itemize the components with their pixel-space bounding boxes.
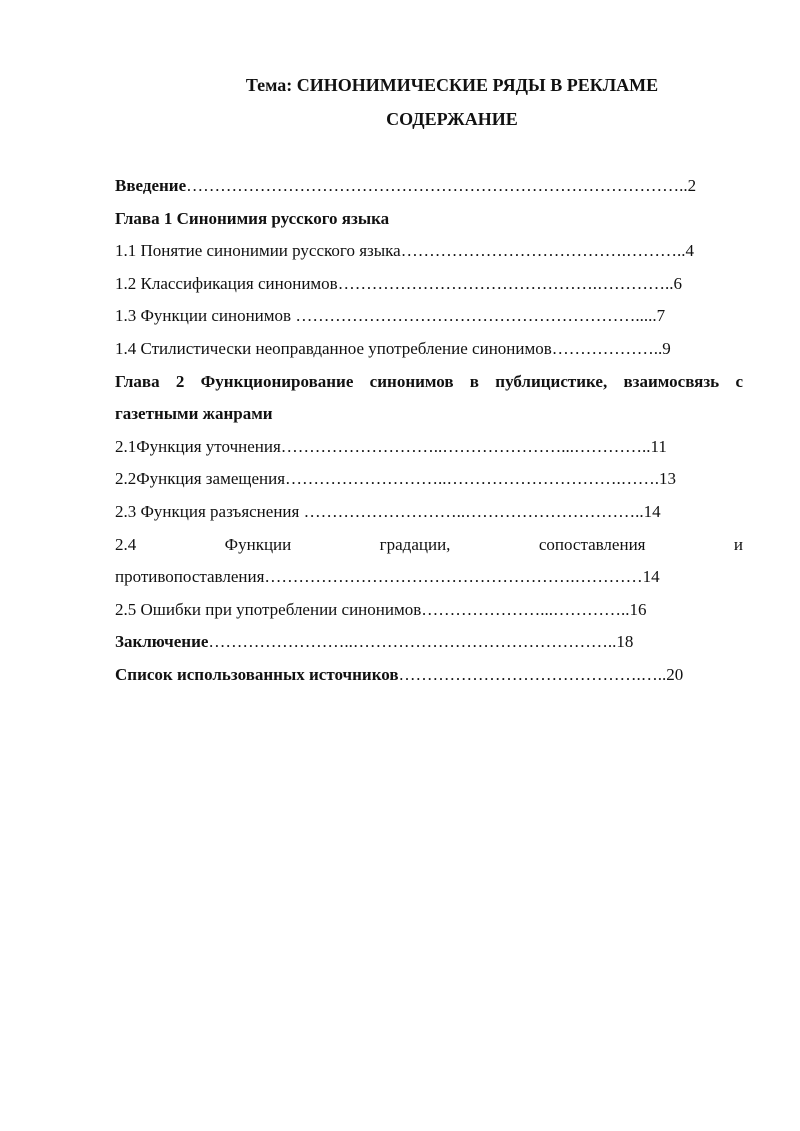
toc-label: 1.1 Понятие синонимии русского языка	[115, 241, 401, 261]
toc-chapter-2-line-2: газетными жанрами	[115, 404, 273, 424]
toc-entry-conclusion	[115, 626, 743, 659]
toc-entry-2-1	[115, 431, 743, 464]
toc-label: 2.1Функция уточнения	[115, 436, 281, 456]
toc-entry-1-3	[115, 300, 743, 333]
toc-chapter-2-line-1: Глава 2 Функционирование синонимов в публицистике, взаимосвязь с	[115, 371, 743, 391]
toc-leader: …………………...…………..16	[421, 599, 647, 619]
toc-leader: ………………………………….………..4	[400, 241, 694, 261]
toc-entry-2-2	[115, 463, 743, 496]
toc-entry-1-4	[115, 333, 743, 366]
toc-leader: ……………………………………………….…………14	[264, 567, 660, 587]
toc-leader: ………………..9	[551, 338, 671, 358]
toc-entry-introduction	[115, 170, 743, 203]
toc-label: 2.2Функция замещения	[115, 469, 286, 489]
contents-heading: СОДЕРЖАНИЕ	[386, 109, 518, 129]
toc-entry-1-2	[115, 268, 743, 301]
toc-label: 1.3 Функции синонимов	[115, 306, 296, 326]
toc-leader: ……………………..………………………………………..18	[208, 632, 634, 652]
toc-leader: ………………………..…………………...…………..11	[280, 436, 667, 456]
toc-leader: …………………………………….…..20	[398, 664, 684, 684]
toc-label: Список использованных источников	[115, 664, 399, 684]
toc-label: Заключение	[115, 632, 209, 652]
toc-label: 1.2 Классификация синонимов	[115, 273, 338, 293]
toc-label: Введение	[115, 176, 187, 195]
topic-title: Тема: СИНОНИМИЧЕСКИЕ РЯДЫ В РЕКЛАМЕ	[245, 75, 659, 95]
toc-leader: ………………………..………………………….…….13	[285, 469, 677, 489]
toc-label: 2.3 Функция разъяснения	[115, 501, 304, 521]
toc-leader: ………………………..…………………………..14	[303, 501, 661, 521]
table-of-contents	[115, 170, 743, 692]
toc-entry-1-1	[115, 235, 743, 268]
toc-label: 1.4 Стилистически неоправданное употребление синонимов	[115, 338, 552, 358]
toc-entry-2-5	[115, 594, 743, 627]
toc-label: противопоставления	[115, 567, 265, 587]
toc-entry-2-4-line-2	[115, 561, 743, 594]
toc-leader: ……………………………………………………………………………..2	[186, 176, 697, 195]
toc-entry-2-3	[115, 496, 743, 529]
toc-chapter-1: Глава 1 Синонимия русского языка	[115, 208, 390, 228]
toc-label: 2.5 Ошибки при употреблении синонимов	[115, 599, 422, 619]
toc-entry-2-4-line-1: 2.4 Функции градации, сопоставления и	[115, 534, 743, 554]
toc-leader: …………………………………………………….....7	[295, 306, 666, 326]
toc-leader: ……………………………………….…………..6	[337, 273, 682, 293]
toc-entry-sources	[115, 659, 743, 692]
